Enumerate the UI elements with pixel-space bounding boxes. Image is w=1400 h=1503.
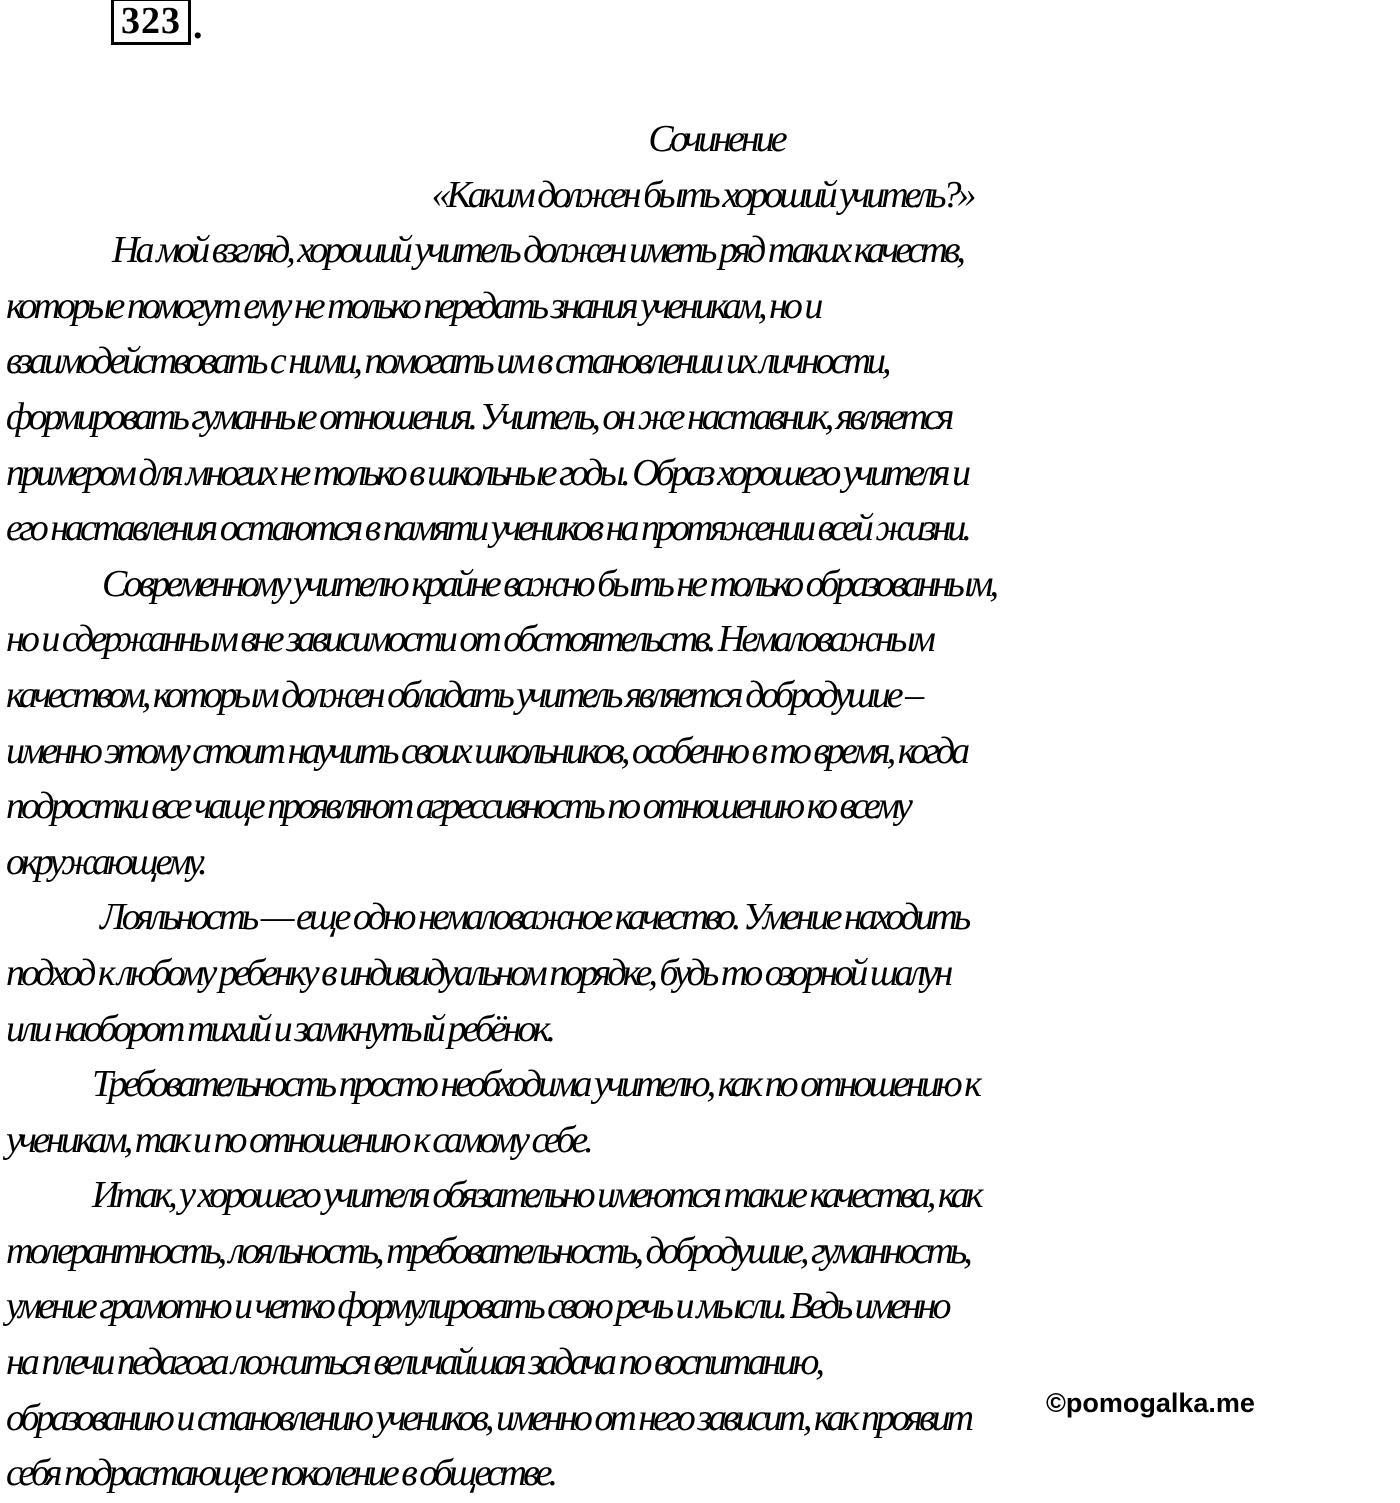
essay-line: подростки все чаще проявляют агрессивность по отношению ко всему: [6, 785, 909, 828]
exercise-number-box: 323: [111, 0, 191, 45]
essay-line: толерантность, лояльность, требовательность, добродушие, гуманность,: [6, 1229, 969, 1272]
watermark: ©pomogalka.me: [1042, 1388, 1259, 1418]
essay-label: Сочинение: [648, 118, 784, 160]
essay-line: именно этому стоит научить своих школьников, особенно в то время, когда: [6, 729, 967, 772]
essay-line: окружающему.: [6, 840, 204, 883]
essay-line: умение грамотно и четко формулировать свою речь и мысли. Ведь именно: [6, 1285, 948, 1328]
essay-line: образованию и становлению учеников, именно от него зависит, как проявит: [6, 1396, 971, 1439]
essay-line: его наставления остаются в памяти учеников на протяжении всей жизни.: [6, 507, 968, 550]
essay-line: ученикам, так и по отношению к самому себе.: [6, 1118, 590, 1161]
essay-line: или наоборот тихий и замкнутый ребёнок.: [6, 1007, 552, 1050]
essay-line: Лояльность — еще одно немаловажное качество. Умение находить: [100, 896, 968, 939]
essay-line: качеством, которым должен обладать учитель является добродушие –: [6, 673, 921, 716]
essay-line: но и сдержанным вне зависимости от обстоятельств. Немаловажным: [6, 618, 932, 661]
essay-line: формировать гуманные отношения. Учитель, он же наставник, является: [6, 395, 951, 438]
exercise-number-dot: .: [193, 5, 203, 47]
essay-line: На мой взгляд, хороший учитель должен иметь ряд таких качеств,: [112, 229, 962, 272]
essay-line: которые помогут ему не только передать знания ученикам, но и: [6, 284, 820, 327]
exercise-number: [111, 0, 203, 47]
essay-line: на плечи педагога ложиться величайшая задача по воспитанию,: [6, 1341, 821, 1384]
essay: [6, 112, 1400, 1502]
essay-line: взаимодействовать с ними, помогать им в становлении их личности,: [6, 340, 888, 383]
essay-title: «Каким должен быть хороший учитель?»: [431, 173, 973, 216]
essay-line: себя подрастающее поколение в обществе.: [6, 1452, 554, 1495]
essay-line: Требовательность просто необходима учителю, как по отношению к: [92, 1063, 978, 1106]
essay-line: Итак, у хорошего учителя обязательно имеются такие качества, как: [92, 1174, 980, 1217]
essay-line: Современному учителю крайне важно быть не только образованным,: [102, 562, 996, 605]
essay-line: подход к любому ребенку в индивидуальном порядке, будь то озорной шалун: [6, 951, 950, 994]
essay-line: примером для многих не только в школьные годы. Образ хорошего учителя и: [6, 451, 968, 494]
